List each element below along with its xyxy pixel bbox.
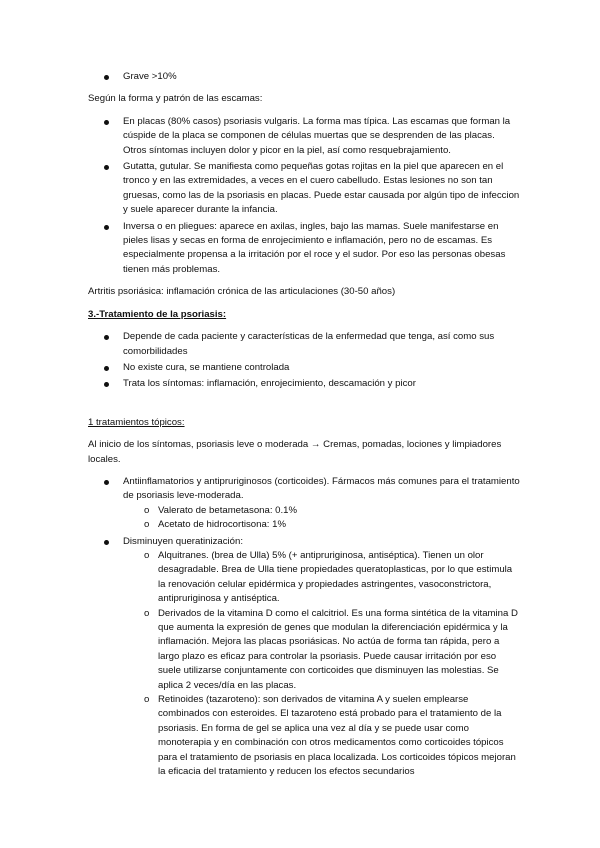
bullet-icon (104, 480, 109, 485)
list-item (88, 220, 520, 278)
list-item (88, 70, 520, 84)
sublist-item (123, 549, 520, 607)
sublist-item-text: Derivados de la vitamina D como el calcitriol. Es una forma sintética de la vitamina D que aumenta la expresión de genes que modulan la diferenciación epidérmica y la inflamación. Mejora las placas psoriásicas. No actúa de forma tan rápida, pero a largo plazo es eficaz para controlar la psoriasis. Puede causar irritación por eso suele utilizarse conjuntamente con corticoides que disminuyen las molestias. Se aplica 2 veces/día en las placas. (158, 607, 518, 691)
list-item (88, 330, 520, 359)
sublist-item-text: Valerato de betametasona: 0.1% (158, 504, 298, 516)
sublist-item (123, 504, 520, 518)
circle-bullet-icon: o (144, 694, 150, 706)
bullet-icon (104, 540, 109, 545)
bullet-icon (104, 382, 109, 387)
list-item (88, 361, 520, 375)
list-item-queratinizacion (88, 535, 520, 780)
bullet-icon (104, 225, 109, 230)
list-item-text: Disminuyen queratinización: (123, 535, 243, 547)
bullet-icon (104, 75, 109, 80)
bullet-icon (104, 165, 109, 170)
list-item-text: Grave >10% (123, 71, 177, 82)
list-item (88, 160, 520, 218)
bullet-icon (104, 366, 109, 371)
list-item-text: En placas (80% casos) psoriasis vulgaris. La forma mas típica. Las escamas que forman la cúspide de la placa se componen de células muertas que se desprenden de las placas. Otros síntomas incluyen dolor y picor en la piel, así como resquebrajamiento. (123, 115, 511, 156)
forma-intro: Según la forma y patrón de las escamas: (88, 93, 263, 105)
section-heading-topicos: 1 tratamientos tópicos: (88, 416, 185, 428)
tratamiento-list (88, 330, 520, 392)
list-item-text: No existe cura, se mantiene controlada (123, 361, 290, 373)
bullet-icon (104, 335, 109, 340)
list-item-text: Trata los síntomas: inflamación, enrojecimiento, descamación y picor (123, 378, 416, 390)
list-item (88, 377, 520, 391)
sublist-item-text: Alquitranes. (brea de Ulla) 5% (+ antipruriginosa, antiséptica). Tienen un olor desagradable. Brea de Ulla tiene propiedades queratoplasticas, por lo que estimula la renovación celular epidérmica y propiedades astringentes, vasoconstrictora, antipruriginosa y antiséptica. (158, 549, 513, 605)
sublist (123, 504, 520, 533)
sublist (123, 549, 520, 780)
sublist-item (123, 607, 520, 693)
list-item-text: Antiinflamatorios y antipruriginosos (corticoides). Fármacos más comunes para el tratamiento de psoriasis leve-moderada. (123, 475, 520, 502)
topicos-list (88, 475, 520, 780)
circle-bullet-icon: o (144, 504, 150, 516)
forma-list (88, 115, 520, 277)
list-item-text: Inversa o en pliegues: aparece en axilas, ingles, bajo las mamas. Suele manifestarse en pieles lisas y secas en forma de enrojecimiento e inflamación, pero no de escamas. Es especialmente propensa a la irritación por el roce y el sudor. Por eso las personas obesas tienen más problemas. (123, 220, 506, 275)
section-heading-tratamiento: 3.-Tratamiento de la psoriasis: (88, 308, 227, 320)
circle-bullet-icon: o (144, 607, 150, 619)
circle-bullet-icon: o (144, 549, 150, 561)
sublist-item (123, 693, 520, 779)
artritis-paragraph: Artritis psoriásica: inflamación crónica de las articulaciones (30-50 años) (88, 286, 396, 298)
sublist-item-text: Retinoides (tazaroteno): son derivados de vitamina A y suelen emplearse combinados con esteroides. El tazaroteno está probado para el tratamiento de la psoriasis. En forma de gel se aplica una vez al día y se puede usar como monoterapia y en combinación con otros medicamentos como corticoides tópicos para el tratamiento de psoriasis en placa localizada. Los corticoides tópicos mejoran la eficacia del tratamiento y reducen los efectos secundarios (158, 694, 516, 778)
topicos-intro: Al inicio de los síntomas, psoriasis leve o moderada → Cremas, pomadas, lociones y limpiadores locales. (88, 439, 502, 465)
bullet-icon (104, 120, 109, 125)
severity-list (88, 70, 520, 84)
list-item-text: Depende de cada paciente y características de la enfermedad que tenga, así como sus comorbilidades (123, 331, 495, 357)
list-item (88, 115, 520, 158)
list-item-antiinflamatorios (88, 475, 520, 533)
sublist-item (123, 518, 520, 532)
document-body (88, 70, 520, 781)
circle-bullet-icon: o (144, 519, 150, 531)
sublist-item-text: Acetato de hidrocortisona: 1% (158, 519, 286, 531)
list-item-text: Gutatta, gutular. Se manifiesta como pequeñas gotas rojitas en la piel que aparecen en el tronco y en las extremidades, a veces en el cuero cabelludo. Estas lesiones no son tan gruesas, como las de la psoriasis en placas. Puede estar causada por algún tipo de infeccion y suele aparecer durante la infancia. (123, 161, 520, 216)
